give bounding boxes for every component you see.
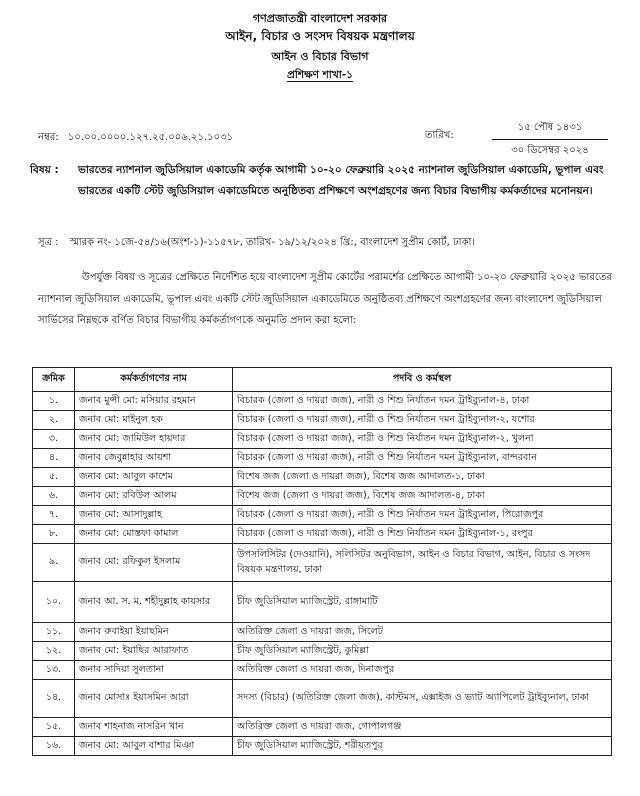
row-serial: ৫. bbox=[33, 468, 75, 487]
table-row bbox=[33, 411, 612, 430]
row-name: জনাব রুবাইয়া ইয়াছমিন bbox=[75, 623, 233, 642]
section-title-text: প্রশিক্ষণ শাখা-১ bbox=[287, 69, 353, 81]
header-name: কর্মকর্তাগণের নাম bbox=[75, 368, 233, 392]
row-post: বিচারক (জেলা ও দায়রা জজ), নারী ও শিশু নির্যাতন দমন ট্রাইব্যুনাল-৪, ঢাকা bbox=[233, 392, 612, 411]
table-row bbox=[33, 506, 612, 525]
row-name: জনাব মো: মাইনুল হক bbox=[75, 411, 233, 430]
row-serial: ১৬. bbox=[33, 737, 75, 756]
table-row bbox=[33, 661, 612, 680]
row-post: চীফ জুডিসিয়াল ম্যাজিস্ট্রেট, শরীয়তপুর bbox=[233, 737, 612, 756]
row-serial: ১. bbox=[33, 392, 75, 411]
row-serial: ১১. bbox=[33, 623, 75, 642]
row-post: উপসলিসিটর (দেওয়ানি), সলিসিটর অনুবিভাগ, আইন ও বিচার বিভাগ, আইন, বিচার ও সংসদ বিষয়ক মন্ত্রণালয়, ঢাকা bbox=[233, 544, 612, 582]
table-row bbox=[33, 525, 612, 544]
ministry-title: আইন, বিচার ও সংসদ বিষয়ক মন্ত্রণালয় bbox=[225, 29, 415, 43]
row-serial: ১২. bbox=[33, 642, 75, 661]
header-post: পদবি ও কর্মস্থল bbox=[233, 368, 612, 392]
table-row bbox=[33, 642, 612, 661]
row-post: বিচারক (জেলা ও দায়রা জজ), নারী ও শিশু নির্যাতন দমন ট্রাইব্যুনাল, পিরোজপুর bbox=[233, 506, 612, 525]
memo-number bbox=[38, 130, 233, 147]
row-post: বিচারক (জেলা ও দায়রা জজ), নারী ও শিশু নির্যাতন দমন ট্রাইব্যুনাল, বান্দরবান bbox=[233, 449, 612, 468]
row-name: জনাব মুন্সী মো: মসিয়ার রহমান bbox=[75, 392, 233, 411]
section-title bbox=[0, 68, 640, 85]
table-row bbox=[33, 468, 612, 487]
govt-title: গণপ্রজাতন্ত্রী বাংলাদেশ সরকার bbox=[252, 12, 388, 25]
row-post: অতিরিক্ত জেলা ও দায়রা জজ, গোপালগঞ্জ bbox=[233, 718, 612, 737]
subject-label: বিষয় : bbox=[30, 164, 59, 176]
row-post: অতিরিক্ত জেলা ও দায়রা জজ, দিনাজপুর bbox=[233, 661, 612, 680]
row-name: জনাব সাদিয়া সুলতানা bbox=[75, 661, 233, 680]
row-name: জনাব জেবুন্নাহার আয়শা bbox=[75, 449, 233, 468]
row-name: জনাব মো: রবিউল আলম bbox=[75, 487, 233, 506]
row-post: বিচারক (জেলা ও দায়রা জজ), নারী ও শিশু নির্যাতন দমন ট্রাইব্যুনাল-২, খুলনা bbox=[233, 430, 612, 449]
row-name: জনাব মোসাঃ ইয়াসমিন আরা bbox=[75, 680, 233, 718]
header-serial: ক্রমিক bbox=[33, 368, 75, 392]
row-name: জনাব মো: আবুল কাশেম bbox=[75, 468, 233, 487]
table-row bbox=[33, 392, 612, 411]
body-paragraph: উপর্যুক্ত বিষয় ও সূত্রের প্রেক্ষিতে নির্দেশিত হয়ে বাংলাদেশ সুপ্রীম কোর্টের পরামর্শের প্রেক্ষিতে আগামী ১০-২০ ফেব্রুয়ারি ২০২৫ ভারতের ন্যাশনাল জুডিসিয়াল একাডেমি, ভূপাল এবং একটি স্টেট জুডিসিয়াল একাডেমিতে অনুষ্ঠিতব্য প্রশিক্ষণে অংশগ্রহণের জন্য বাংলাদেশ জুডিসিয়াল সার্ভিসের নিম্নছকে বর্ণিত বিচার বিভাগীয় কর্মকর্তাগণকে অনুমতি প্রদান করা হলো: bbox=[38, 272, 612, 326]
row-serial: ৩. bbox=[33, 430, 75, 449]
officers-table bbox=[32, 367, 612, 756]
date-english: ৩০ ডিসেম্বর ২০২৪ bbox=[511, 145, 589, 156]
table-row bbox=[33, 487, 612, 506]
row-serial: ৬. bbox=[33, 487, 75, 506]
division-title: আইন ও বিচার বিভাগ bbox=[271, 50, 369, 63]
row-serial: ১৩. bbox=[33, 661, 75, 680]
date-box bbox=[492, 120, 608, 160]
row-post: চীফ জুডিসিয়াল ম্যাজিস্ট্রেট, কুমিল্লা bbox=[233, 642, 612, 661]
row-name: জনাব মো: ইয়াছির আরাফাত bbox=[75, 642, 233, 661]
row-name: জনাব মো: মোস্তফা কামাল bbox=[75, 525, 233, 544]
table-header-row bbox=[33, 368, 612, 392]
date-label: তারিখ: bbox=[425, 130, 454, 141]
row-post: চীফ জুডিসিয়াল ম্যাজিস্ট্রেট, রাঙ্গামাটি bbox=[233, 582, 612, 623]
row-serial: ৯. bbox=[33, 544, 75, 582]
table-row bbox=[33, 623, 612, 642]
row-serial: ২. bbox=[33, 411, 75, 430]
reference bbox=[38, 235, 618, 252]
row-serial: ১৫. bbox=[33, 718, 75, 737]
row-post: সদস্য (বিচার) (অতিরিক্ত জেলা জজ), কাস্টমস, এক্সাইজ ও ভ্যাট অ্যাপিলেট ট্রাইব্যুনাল, ঢাকা bbox=[233, 680, 612, 718]
reference-text: স্মারক নং- ১জে-৫৪/১৬(অংশ-১)-১১৫৭৮, তারিখ- ১৯/১২/২০২৪ খ্রি:, বাংলাদেশ সুপ্রীম কোর্ট, ঢাকা। bbox=[69, 237, 476, 248]
row-name: জনাব মো: রফিকুল ইসলাম bbox=[75, 544, 233, 582]
table-row bbox=[33, 737, 612, 756]
row-serial: ৮. bbox=[33, 525, 75, 544]
table-row bbox=[33, 680, 612, 718]
row-name: জনাব শাহনাজ নাসরিন খান bbox=[75, 718, 233, 737]
row-name: জনাব মো: আবুল বাশার মিঞা bbox=[75, 737, 233, 756]
date-bangla: ১৫ পৌষ ১৪৩১ bbox=[492, 120, 608, 140]
row-post: বিশেষ জজ (জেলা ও দায়রা জজ), বিশেষ জজ আদালত-১, ঢাকা bbox=[233, 468, 612, 487]
row-post: বিশেষ জজ (জেলা ও দায়রা জজ), বিশেষ জজ আদালত-৪, ঢাকা bbox=[233, 487, 612, 506]
memo-number-label: নম্বর: bbox=[38, 132, 59, 143]
row-serial: ১৪. bbox=[33, 680, 75, 718]
subject bbox=[30, 160, 612, 202]
table-row bbox=[33, 449, 612, 468]
row-serial: ৪. bbox=[33, 449, 75, 468]
row-post: বিচারক (জেলা ও দায়রা জজ), নারী ও শিশু নির্যাতন দমন ট্রাইব্যুনাল-২, যশোর bbox=[233, 411, 612, 430]
row-post: অতিরিক্ত জেলা ও দায়রা জজ, সিলেট bbox=[233, 623, 612, 642]
row-post: বিচারক (জেলা ও দায়রা জজ), নারী ও শিশু নির্যাতন দমন ট্রাইব্যুনাল-১, রংপুর bbox=[233, 525, 612, 544]
table-row bbox=[33, 582, 612, 623]
table-row bbox=[33, 544, 612, 582]
table-row bbox=[33, 430, 612, 449]
row-name: জনাব মো: জামিউল হায়দার bbox=[75, 430, 233, 449]
row-name: জনাব মো: আসাদুল্লাহ bbox=[75, 506, 233, 525]
row-name: জনাব আ. স. ম. শহীদুল্লাহ কায়সার bbox=[75, 582, 233, 623]
reference-label: সূত্র : bbox=[38, 237, 59, 248]
subject-text: ভারতের ন্যাশনাল জুডিসিয়াল একাডেমি কর্তৃক আগামী ১০-২০ ফেব্রুয়ারি ২০২৫ ন্যাশনাল জুডিসিয়াল একাডেমি, ভূপাল এবং ভারতের একটি স্টেট জুডিসিয়াল একাডেমিতে অনুষ্ঠিতব্য প্রশিক্ষণে অংশগ্রহণের জন্য বিচার বিভাগীয় কর্মকর্তাদের মনোনয়ন। bbox=[78, 164, 604, 197]
row-serial: ১০. bbox=[33, 582, 75, 623]
memo-number-value: ১০.০০.০০০০.১২৭.২৫.০০৬.২১.১০৩১ bbox=[67, 132, 234, 143]
row-serial: ৭. bbox=[33, 506, 75, 525]
table-row bbox=[33, 718, 612, 737]
